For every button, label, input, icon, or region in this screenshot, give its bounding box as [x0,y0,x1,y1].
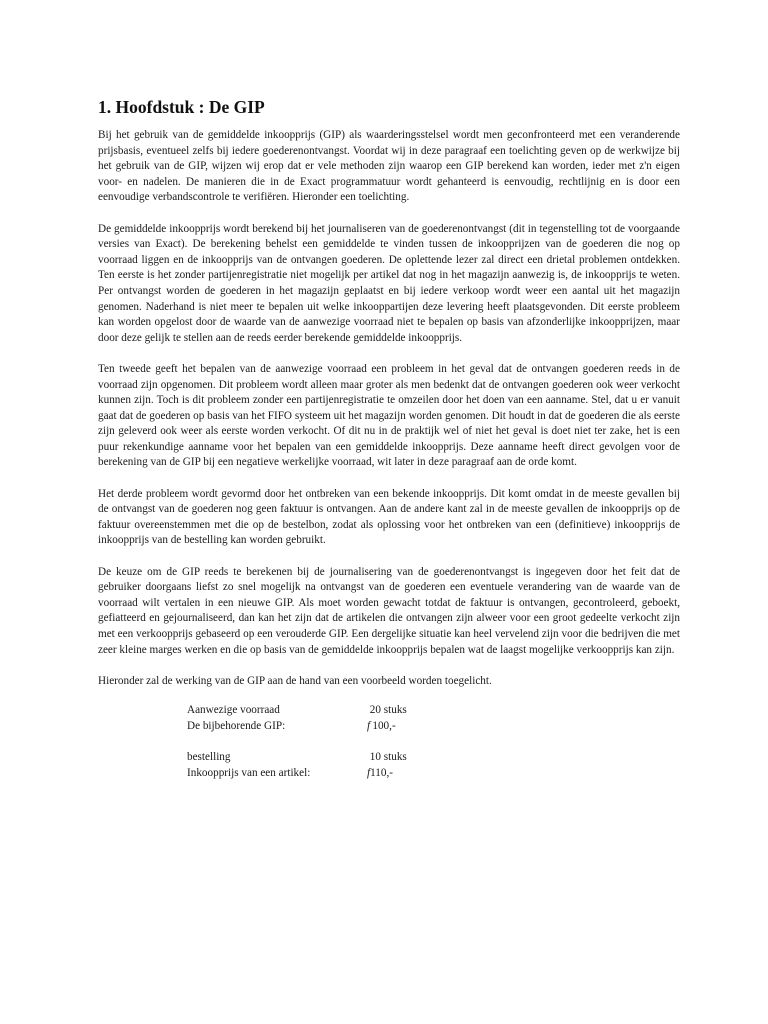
example-row-gip [187,719,680,735]
paragraph-6: Hieronder zal de werking van de GIP aan de hand van een voorbeeld worden toegelicht. [98,674,492,687]
example-value: 20 stuks [369,704,407,717]
example-label: bestelling [187,751,231,764]
paragraph-3: Ten tweede geeft het bepalen van de aanwezige voorraad een probleem in het geval dat de ontvangen goederen reeds in de voorraad zijn opgenomen. Dit probleem wordt alleen maar groter als men bedenkt dat de ontvangen goederen ook weer verkocht kunnen zijn. Toch is dit probleem zonder een partijenregistratie te omzeilen door het doen van een aanname. Stel, dat u er vanuit gaat dat de goederen op basis van het FIFO systeem uit het magazijn worden genomen. Dit houdt in dat de goederen die als eerste zijn geleverd ook weer als eerste worden verkocht. Of dit nu in de praktijk wel of niet het geval is doet niet ter zake, het is een puur rekenkundige aanname voor het bepalen van een gemiddelde inkoopprijs. Deze aanname heeft direct gevolgen voor de berekening van de GIP bij een negatieve werkelijke voorraad, wit later in deze paragraaf aan de orde komt. [98,362,680,469]
document-page [98,96,680,781]
paragraph-4: Het derde probleem wordt gevormd door het ontbreken van een bekende inkoopprijs. Dit komt omdat in de meeste gevallen bij de ontvangst van de goederen nog geen faktuur is ontvangen. Aan de andere kant zal in de meeste gevallen de inkoopprijs op de faktuur overeenstemmen met die op de bestelbon, zodat als oplossing voor het ontbreken van een (definitieve) inkoopprijs de inkoopprijs van de bestelling kan worden gebruikt. [98,487,680,547]
example-label: Aanwezige voorraad [187,704,280,717]
example-value: f 100,- [367,719,396,732]
paragraph-1: Bij het gebruik van de gemiddelde inkoopprijs (GIP) als waarderingsstelsel wordt men geconfronteerd met een veranderende prijsbasis, eventueel zelfs bij iedere goederenontvangst. Voordat wij in deze paragraaf een toelichting geven op de werkwijze bij het gebruik van de GIP, wijzen wij erop dat er vele methoden zijn waarop een GIP berekend kan worden, ieder met z'n eigen voor- en nadelen. De manieren die in de Exact programmatuur wordt gehanteerd is eenvoudig, rechtlijnig en is door een eenvoudige verbandscontrole te verifiëren. Hieronder een toelichting. [98,129,680,204]
example-label: Inkoopprijs van een artikel: [187,766,311,779]
paragraph-2: De gemiddelde inkoopprijs wordt berekend bij het journaliseren van de goederenontvangst (dit in tegenstelling tot de voorgaande versies van Exact). De berekening behelst een gemiddelde te vinden tussen de inkoopprijzen van de goederen die nog op voorraad liggen en de inkoopprijs van de ontvangen goederen. De oplettende lezer zal direct een drietal problemen ontdekken. Ten eerste is het zonder partijenregistratie niet mogelijk per artikel dat nog in het magazijn aanwezig is, de inkoopprijs te weten. Per ontvangst worden de goederen in het magazijn geplaatst en bij iedere verkoop wordt weer een aantal uit het magazijn genomen. Naderhand is niet meer te bepalen uit welke inkooppartijen deze levering heeft plaatsgevonden. Dit eerste probleem kan worden opgelost door de waarde van de aanwezige voorraad niet te bepalen op basis van afzonderlijke inkoopprijzen, maar door deze gelijk te stellen aan de reeds eerder berekende gemiddelde inkoopprijs. [98,222,680,344]
example-label: De bijbehorende GIP: [187,719,286,732]
page-title: 1. Hoofdstuk : De GIP [98,97,265,117]
example-table [187,703,680,781]
florin-symbol: f [367,719,371,732]
example-row-stock [187,703,680,719]
example-value: f110,- [367,766,393,779]
florin-symbol: f [367,766,371,779]
example-row-order [187,750,680,766]
paragraph-5: De keuze om de GIP reeds te berekenen bij de journalisering van de goederenontvangst is ingegeven door het feit dat de gebruiker doorgaans liefst zo snel mogelijk na ontvangst van de goederen een eventuele verandering van de waarde van de voorraad wilt vertalen in een nieuwe GIP. Als moet worden gewacht totdat de faktuur is ontvangen, gecontroleerd, geboekt, gefiatteerd en gejournaliseerd, dan kan het zijn dat de artikelen die ontvangen zijn alweer voor een groot gedeelte verkocht zijn met een verkoopprijs gebaseerd op een verouderde GIP. Een dergelijke situatie kan heel vervelend zijn voor die bedrijven die met zeer kleine marges werken en die op basis van de gemiddelde inkoopprijs bepalen wat de laagst mogelijke verkoopprijs kan zijn. [98,565,680,656]
example-value: 10 stuks [369,751,407,764]
example-row-price [187,766,680,782]
